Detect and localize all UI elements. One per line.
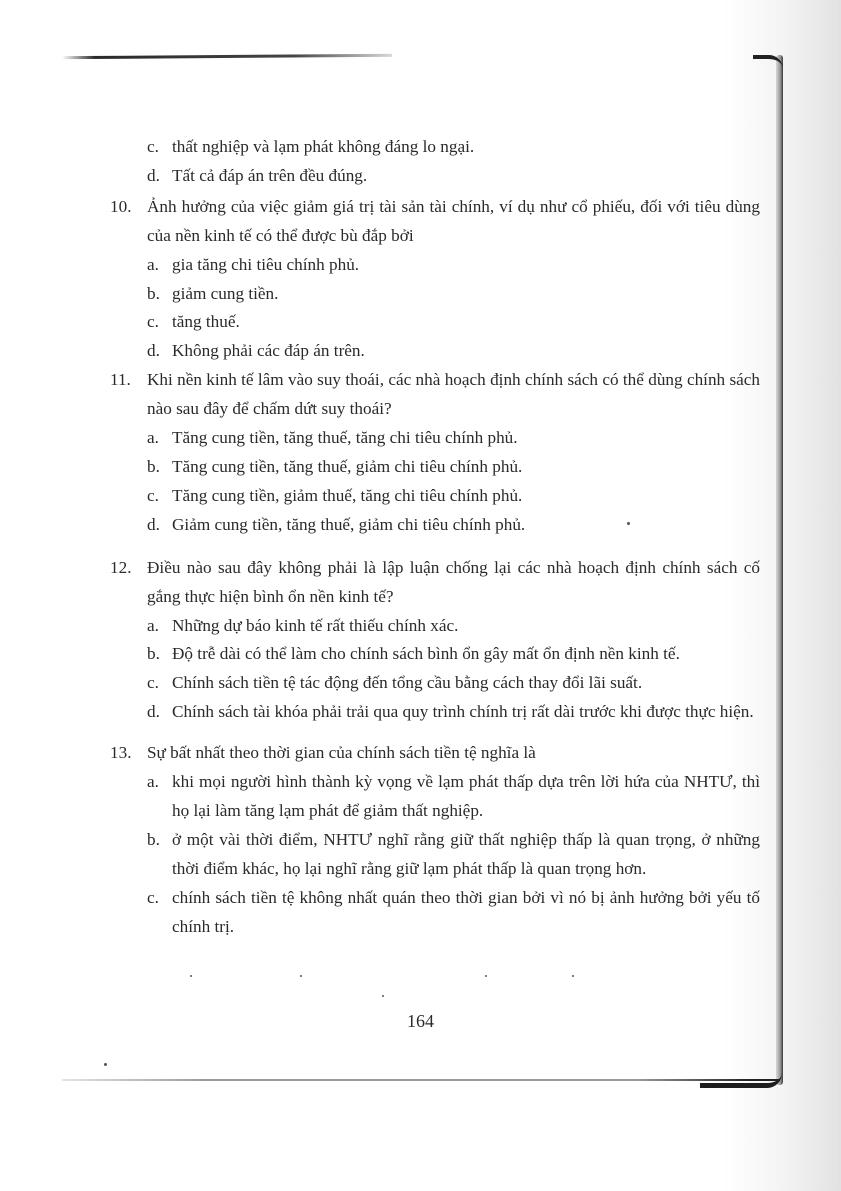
option-item [147,640,760,669]
option-text: Tăng cung tiền, giảm thuế, tăng chi tiêu chính phủ. [172,485,523,505]
option-text: ở một vài thời điểm, NHTƯ nghĩ rằng giữ thất nghiệp thấp là quan trọng, ở những thời điểm khác, họ lại nghĩ rằng giữ lạm phát thấp là quan trọng hơn. [172,829,760,878]
question-number: 12. [110,557,132,577]
option-item [147,424,760,453]
option-item [147,826,760,884]
option-letter: c. [147,485,159,505]
question-number: 11. [110,370,131,390]
question-text: Ảnh hưởng của việc giảm giá trị tài sản tài chính, ví dụ như cổ phiếu, đối với tiêu dùng của nền kinh tế có thể được bù đắp bởi [147,196,760,245]
option-text: tăng thuế. [172,312,240,332]
question-body [147,554,760,727]
option-letter: c. [147,137,159,156]
option-item [147,308,760,337]
question-body [147,366,760,539]
option-letter: d. [147,165,160,185]
question-text: Điều nào sau đây không phải là lập luận chống lại các nhà hoạch định chính sách cố gắng thực hiện bình ổn nền kinh tế? [147,557,760,606]
option-item [147,768,760,826]
option-letter: d. [147,514,160,534]
continued-options [147,133,760,191]
option-text: Tăng cung tiền, tăng thuế, tăng chi tiêu chính phủ. [172,428,518,448]
option-letter: a. [147,615,159,635]
bottom-page-curl [700,1073,782,1088]
question-11 [110,366,760,539]
option-item [147,453,760,482]
option-text: thất nghiệp và lạm phát không đáng lo ngại. [172,137,475,156]
option-item [147,482,760,511]
option-item [147,162,760,191]
scan-speck [104,1063,107,1066]
option-text: Giảm cung tiền, tăng thuế, giảm chi tiêu chính phủ. [172,514,526,534]
option-letter: b. [147,644,160,664]
option-item [147,251,760,280]
option-letter: b. [147,456,160,476]
option-letter: b. [147,829,160,849]
option-text: Độ trễ dài có thể làm cho chính sách bình ổn gây mất ổn định nền kinh tế. [172,644,680,664]
page-number: 164 [407,1011,434,1031]
option-letter: c. [147,312,159,332]
option-text: Chính sách tài khóa phải trải qua quy trình chính trị rất dài trước khi được thực hiện. [172,702,754,722]
option-item [147,511,760,540]
option-item [147,133,760,162]
question-number: 13. [110,743,132,763]
option-text: gia tăng chi tiêu chính phủ. [172,254,360,274]
option-item [147,698,760,727]
option-text: giảm cung tiền. [172,283,279,303]
scan-speck [572,975,574,977]
question-12 [110,554,760,727]
option-letter: a. [147,428,159,448]
option-letter: c. [147,887,159,907]
option-item [147,280,760,309]
option-text: Tăng cung tiền, tăng thuế, giảm chi tiêu chính phủ. [172,456,523,476]
option-text: Tất cả đáp án trên đều đúng. [172,165,368,185]
question-number: 10. [110,196,132,216]
option-text: Những dự báo kinh tế rất thiếu chính xác. [172,615,459,635]
page-edge-shadow [776,55,783,1085]
option-text: Chính sách tiền tệ tác động đến tổng cầu bằng cách thay đổi lãi suất. [172,673,643,693]
document-body [110,133,760,941]
scan-speck [485,975,487,977]
option-letter: d. [147,341,160,361]
question-10 [110,193,760,366]
question-body [147,739,760,941]
option-letter: d. [147,702,160,722]
scan-speck [382,995,384,997]
option-text: Không phải các đáp án trên. [172,341,365,361]
option-item [147,884,760,942]
option-item [147,669,760,698]
bottom-rule [62,1079,780,1081]
option-item [147,612,760,641]
question-text: Khi nền kinh tế lâm vào suy thoái, các nhà hoạch định chính sách có thể dùng chính sách nào sau đây để chấm dứt suy thoái? [147,370,760,419]
question-13 [110,739,760,941]
option-letter: b. [147,283,160,303]
option-item [147,337,760,366]
question-body [147,193,760,366]
option-letter: c. [147,673,159,693]
option-letter: a. [147,772,159,792]
scan-speck [300,975,302,977]
question-text: Sự bất nhất theo thời gian của chính sách tiền tệ nghĩa là [147,743,536,763]
option-letter: a. [147,254,159,274]
option-text: khi mọi người hình thành kỳ vọng về lạm phát thấp dựa trên lời hứa của NHTƯ, thì họ lại làm tăng lạm phát để giảm thất nghiệp. [172,772,760,820]
option-text: chính sách tiền tệ không nhất quán theo thời gian bởi vì nó bị ảnh hưởng bởi yếu tố chính trị. [172,887,760,936]
scan-speck [190,975,192,977]
